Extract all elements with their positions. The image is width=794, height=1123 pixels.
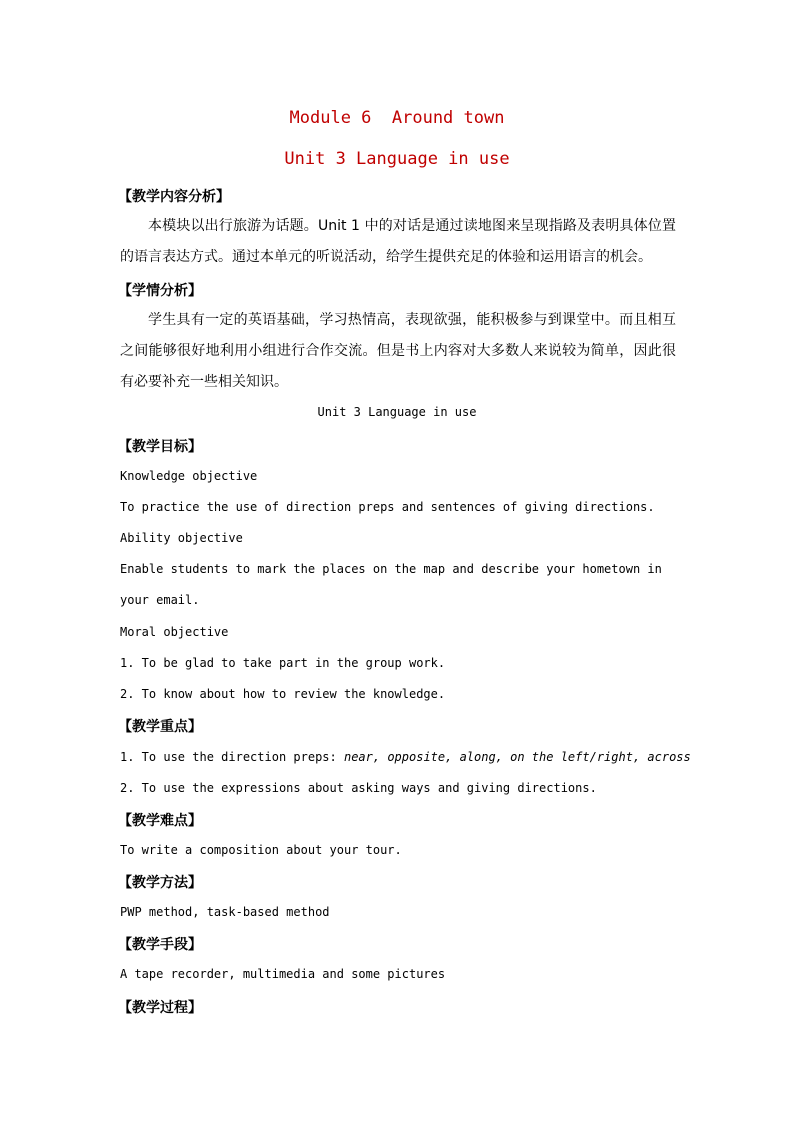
- moral-objective-item-2: 2. To know about how to review the knowledge.: [120, 687, 446, 701]
- key-point-item-1: [120, 742, 691, 773]
- module-title: Module 6 Around town: [289, 108, 505, 128]
- process-heading: 【教学过程】: [118, 1000, 202, 1016]
- difficulties-heading: 【教学难点】: [118, 813, 202, 829]
- knowledge-objective-label: Knowledge objective: [120, 469, 258, 483]
- key-point-1-words: near, opposite, along, on the left/right, across: [343, 750, 691, 764]
- difficulties-text: To write a composition about your tour.: [120, 843, 402, 857]
- ability-objective-label: Ability objective: [120, 531, 243, 545]
- unit-subtitle: Unit 3 Language in use: [284, 149, 510, 169]
- unit-caption: Unit 3 Language in use: [317, 405, 477, 419]
- moral-objective-label: Moral objective: [120, 625, 229, 639]
- key-points-heading: 【教学重点】: [118, 719, 202, 735]
- knowledge-objective-text: To practice the use of direction preps and sentences of giving directions.: [120, 500, 655, 514]
- methods-heading: 【教学方法】: [118, 875, 202, 891]
- aids-text: A tape recorder, multimedia and some pictures: [120, 967, 446, 981]
- content-analysis-text: 本模块以出行旅游为话题。Unit 1 中的对话是通过读地图来呈现指路及表明具体位置的语言表达方式。通过本单元的听说活动，给学生提供充足的体验和运用语言的机会。: [120, 218, 676, 265]
- student-analysis-text: 学生具有一定的英语基础，学习热情高，表现欲强，能积极参与到课堂中。而且相互之间能够很好地利用小组进行合作交流。但是书上内容对大多数人来说较为简单，因此很有必要补充一些相关知识。: [120, 312, 676, 390]
- key-point-item-2: 2. To use the expressions about asking ways and giving directions.: [120, 781, 597, 795]
- methods-text: PWP method, task-based method: [120, 905, 330, 919]
- ability-objective-text: Enable students to mark the places on the map and describe your hometown in your email.: [120, 562, 662, 607]
- moral-objective-item-1: 1. To be glad to take part in the group work.: [120, 656, 446, 670]
- student-analysis-heading: 【学情分析】: [118, 283, 202, 299]
- content-analysis-heading: 【教学内容分析】: [118, 189, 230, 205]
- aids-heading: 【教学手段】: [118, 937, 202, 953]
- key-point-1-prefix: 1. To use the direction preps:: [120, 750, 344, 764]
- objectives-heading: 【教学目标】: [118, 439, 202, 455]
